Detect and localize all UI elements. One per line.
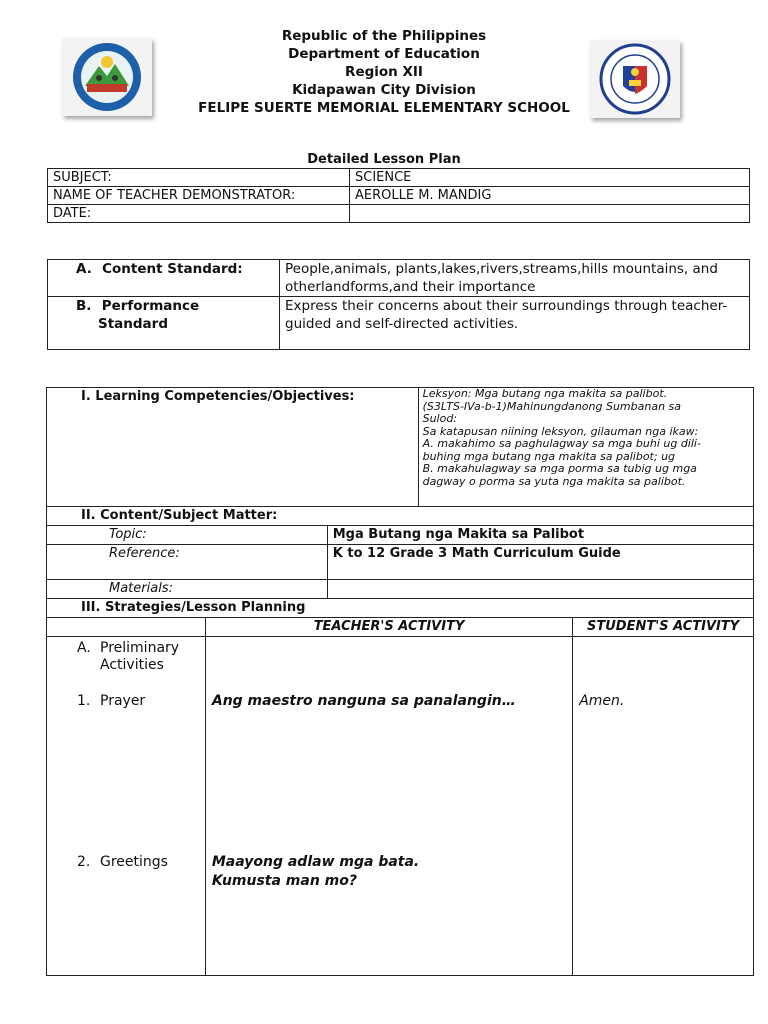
- info-table: [47, 168, 750, 223]
- prayer-prefix: 1.: [77, 693, 91, 709]
- content-standard-row: [48, 260, 750, 297]
- objectives-label: I. Learning Competencies/Objectives:: [47, 388, 419, 507]
- prelim-prefix: A.: [77, 640, 91, 656]
- objectives-cell: [418, 388, 753, 507]
- header-department: Department of Education: [288, 46, 480, 62]
- content-standard-label: Content Standard:: [102, 261, 243, 277]
- activity-header-blank: [47, 618, 206, 637]
- objective-line: (S3LTS-IVa-b-1)Mahinungdanong Sumbanan sa: [422, 399, 682, 413]
- date-value: [350, 205, 750, 223]
- greetings-teacher-text-1: Maayong adlaw mga bata.: [211, 854, 420, 870]
- topic-value: Mga Butang nga Makita sa Palibot: [327, 526, 753, 545]
- objective-line: Sa katapusan niining leksyon, gilauman nga ikaw:: [422, 424, 699, 438]
- reference-label: Reference:: [47, 545, 328, 580]
- reference-row: [47, 545, 754, 580]
- prayer-label: Prayer: [100, 693, 146, 709]
- activities-body-row: [47, 637, 754, 976]
- performance-standard-label-cell: [48, 297, 280, 350]
- student-activity-cell: [573, 637, 754, 976]
- teacher-label: NAME OF TEACHER DEMONSTRATOR:: [48, 187, 350, 205]
- prayer-teacher-text: Ang maestro nanguna sa panalangin…: [211, 693, 516, 709]
- topic-row: [47, 526, 754, 545]
- subject-label: SUBJECT:: [48, 169, 350, 187]
- standards-table: [47, 259, 750, 350]
- date-row: [48, 205, 750, 223]
- content-matter-row: [47, 507, 754, 526]
- activity-steps-cell: [47, 637, 206, 976]
- objective-line: B. makahulagway sa mga porma sa tubig ug mga: [422, 462, 697, 475]
- header-republic: Republic of the Philippines: [281, 28, 487, 44]
- performance-standard-prefix: B.: [76, 298, 92, 314]
- objective-line: Leksyon: Mga butang nga makita sa palibot.: [422, 387, 668, 400]
- content-standard-label-cell: [48, 260, 280, 297]
- prelim-label-2: Activities: [100, 657, 164, 673]
- teacher-activity-cell: [205, 637, 572, 976]
- header-region: Region XII: [345, 64, 423, 80]
- teacher-activity-header: TEACHER'S ACTIVITY: [205, 618, 572, 637]
- performance-standard-label-2: Standard: [98, 316, 168, 332]
- prelim-label-1: Preliminary: [100, 640, 180, 656]
- objective-line: A. makahimo sa paghulagway sa mga buhi ug dili-: [422, 437, 701, 450]
- performance-standard-label-1: Performance: [101, 298, 200, 314]
- objective-line: buhing mga butang nga makita sa palibot; ug: [422, 449, 676, 463]
- objectives-row: [47, 388, 754, 507]
- materials-label: Materials:: [47, 580, 328, 599]
- objective-line: Sulod:: [422, 412, 458, 425]
- strategies-row: [47, 599, 754, 618]
- performance-standard-row: [48, 297, 750, 350]
- subject-value: SCIENCE: [350, 169, 750, 187]
- date-label: DATE:: [48, 205, 350, 223]
- greetings-label: Greetings: [100, 854, 168, 870]
- materials-row: [47, 580, 754, 599]
- greetings-prefix: 2.: [77, 854, 91, 870]
- strategies-label: III. Strategies/Lesson Planning: [47, 599, 754, 618]
- materials-value: [327, 580, 753, 599]
- subject-row: [48, 169, 750, 187]
- header-division: Kidapawan City Division: [292, 82, 476, 98]
- activity-header-row: [47, 618, 754, 637]
- content-standard-text: People,animals, plants,lakes,rivers,streams,hills mountains, and otherlandforms,and their importance: [280, 260, 750, 297]
- reference-value: K to 12 Grade 3 Math Curriculum Guide: [327, 545, 753, 580]
- teacher-row: [48, 187, 750, 205]
- greetings-teacher-text-2: Kumusta man mo?: [211, 873, 358, 889]
- performance-standard-text: Express their concerns about their surroundings through teacher-guided and self-directed activities.: [280, 297, 750, 350]
- objective-line: dagway o porma sa yuta nga makita sa palibot.: [422, 474, 686, 488]
- document-title: Detailed Lesson Plan: [307, 152, 461, 167]
- student-activity-header: STUDENT'S ACTIVITY: [573, 618, 754, 637]
- teacher-value: AEROLLE M. MANDIG: [350, 187, 750, 205]
- content-matter-label: II. Content/Subject Matter:: [47, 507, 754, 526]
- content-standard-prefix: A.: [76, 261, 92, 277]
- prayer-student-text: Amen.: [579, 693, 625, 709]
- topic-label: Topic:: [47, 526, 328, 545]
- header-school: FELIPE SUERTE MEMORIAL ELEMENTARY SCHOOL: [198, 100, 570, 116]
- lesson-plan-table: [46, 387, 754, 976]
